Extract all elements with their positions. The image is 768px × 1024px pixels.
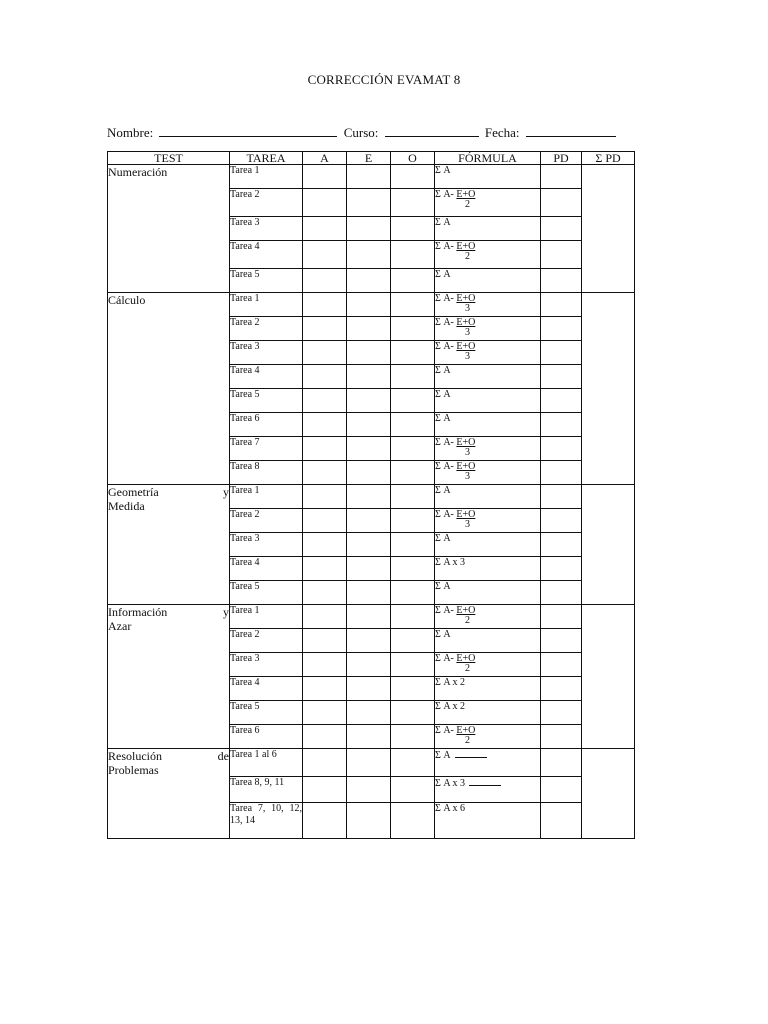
formula-text: Σ A-	[435, 605, 457, 616]
a-score-cell[interactable]	[303, 677, 347, 701]
tarea-cell	[230, 437, 303, 461]
tarea-cell	[230, 533, 303, 557]
formula-text: Σ A-	[435, 241, 457, 252]
e-score-cell[interactable]	[347, 317, 391, 341]
formula-numerator: E+O	[456, 341, 476, 352]
e-score-cell[interactable]	[347, 389, 391, 413]
col-header-a: A	[303, 152, 347, 165]
test-name-part: Información	[108, 605, 168, 619]
col-header-test: TEST	[108, 152, 230, 165]
pd-cell[interactable]	[541, 803, 582, 839]
o-score-cell[interactable]	[391, 557, 435, 581]
tarea-label: Tarea 8, 9, 11	[230, 777, 285, 788]
o-score-cell[interactable]	[391, 509, 435, 533]
tarea-label: Tarea 5	[230, 269, 260, 280]
sum-pd-cell[interactable]	[582, 293, 635, 485]
tarea-cell	[230, 189, 303, 217]
pd-cell[interactable]	[541, 165, 582, 189]
a-score-cell[interactable]	[303, 241, 347, 269]
formula-cell	[435, 269, 541, 293]
test-name-part: de	[217, 749, 229, 763]
nombre-field[interactable]	[159, 124, 337, 137]
a-score-cell[interactable]	[303, 217, 347, 241]
test-name: Numeración	[108, 165, 168, 179]
tarea-label: Tarea 5	[230, 701, 260, 712]
a-score-cell[interactable]	[303, 803, 347, 839]
pd-cell[interactable]	[541, 677, 582, 701]
sum-pd-cell[interactable]	[582, 165, 635, 293]
e-score-cell[interactable]	[347, 557, 391, 581]
tarea-label: Tarea 4	[230, 365, 260, 376]
formula-cell	[435, 341, 541, 365]
o-score-cell[interactable]	[391, 803, 435, 839]
formula-text: Σ A x 3	[435, 778, 465, 789]
o-score-cell[interactable]	[391, 461, 435, 485]
pd-cell[interactable]	[541, 241, 582, 269]
formula-cell	[435, 461, 541, 485]
a-score-cell[interactable]	[303, 341, 347, 365]
tarea-label: Tarea 4	[230, 241, 260, 252]
tarea-cell	[230, 269, 303, 293]
tarea-label: Tarea 1 al 6	[230, 749, 277, 760]
formula-text: Σ A-	[435, 189, 457, 200]
table-body	[108, 165, 635, 839]
tarea-cell	[230, 365, 303, 389]
o-score-cell[interactable]	[391, 317, 435, 341]
tarea-label: Tarea 1	[230, 605, 260, 616]
e-score-cell[interactable]	[347, 509, 391, 533]
a-score-cell[interactable]	[303, 533, 347, 557]
tarea-label: Tarea 1	[230, 165, 260, 176]
o-score-cell[interactable]	[391, 293, 435, 317]
fecha-label: Fecha:	[484, 125, 520, 140]
formula-numerator: E+O	[456, 509, 476, 520]
col-header-tarea: TAREA	[230, 152, 303, 165]
a-score-cell[interactable]	[303, 581, 347, 605]
formula-cell	[435, 509, 541, 533]
formula-cell	[435, 217, 541, 241]
tarea-label: Tarea 1	[230, 293, 260, 304]
a-score-cell[interactable]	[303, 269, 347, 293]
e-score-cell[interactable]	[347, 437, 391, 461]
e-score-cell[interactable]	[347, 749, 391, 777]
tarea-cell	[230, 341, 303, 365]
test-name-cell	[108, 165, 230, 293]
e-score-cell[interactable]	[347, 241, 391, 269]
formula-text: Σ A-	[435, 461, 457, 472]
a-score-cell[interactable]	[303, 725, 347, 749]
formula-text: Σ A	[435, 165, 451, 176]
a-score-cell[interactable]	[303, 653, 347, 677]
formula-text: Σ A x 3	[435, 557, 465, 568]
tarea-cell	[230, 413, 303, 437]
pd-cell[interactable]	[541, 629, 582, 653]
e-score-cell[interactable]	[347, 581, 391, 605]
formula-text: Σ A x 2	[435, 677, 465, 688]
formula-blank-line	[469, 777, 501, 786]
tarea-cell	[230, 557, 303, 581]
test-name-cell	[108, 485, 230, 605]
formula-cell	[435, 803, 541, 839]
tarea-cell	[230, 581, 303, 605]
a-score-cell[interactable]	[303, 389, 347, 413]
test-name-part: Azar	[108, 619, 132, 633]
formula-cell	[435, 749, 541, 777]
test-name-part: Geometría	[108, 485, 159, 499]
pd-cell[interactable]	[541, 437, 582, 461]
tarea-cell	[230, 725, 303, 749]
formula-text: Σ A x 2	[435, 701, 465, 712]
e-score-cell[interactable]	[347, 803, 391, 839]
pd-cell[interactable]	[541, 317, 582, 341]
tarea-cell	[230, 389, 303, 413]
tarea-label: Tarea 6	[230, 413, 260, 424]
e-score-cell[interactable]	[347, 217, 391, 241]
tarea-label: Tarea 5	[230, 581, 260, 592]
tarea-label: Tarea 2	[230, 189, 260, 200]
formula-text: Σ A-	[435, 293, 457, 304]
pd-cell[interactable]	[541, 509, 582, 533]
col-header-e: E	[347, 152, 391, 165]
formula-cell	[435, 485, 541, 509]
formula-numerator: E+O	[456, 653, 476, 664]
tarea-cell	[230, 749, 303, 777]
e-score-cell[interactable]	[347, 189, 391, 217]
test-name-part: Problemas	[108, 763, 159, 777]
formula-cell	[435, 165, 541, 189]
tarea-label: Tarea 3	[230, 341, 260, 352]
test-name-part: y	[223, 605, 229, 619]
e-score-cell[interactable]	[347, 461, 391, 485]
tarea-label: Tarea 7	[230, 437, 260, 448]
tarea-label: Tarea 5	[230, 389, 260, 400]
e-score-cell[interactable]	[347, 293, 391, 317]
formula-text: Σ A-	[435, 341, 457, 352]
e-score-cell[interactable]	[347, 629, 391, 653]
formula-cell	[435, 629, 541, 653]
a-score-cell[interactable]	[303, 413, 347, 437]
a-score-cell[interactable]	[303, 749, 347, 777]
a-score-cell[interactable]	[303, 293, 347, 317]
col-header-pd: PD	[541, 152, 582, 165]
o-score-cell[interactable]	[391, 777, 435, 803]
test-name-cell	[108, 293, 230, 485]
tarea-label: Tarea 4	[230, 677, 260, 688]
e-score-cell[interactable]	[347, 677, 391, 701]
formula-cell	[435, 777, 541, 803]
e-score-cell[interactable]	[347, 701, 391, 725]
formula-numerator: E+O	[456, 317, 476, 328]
sum-pd-cell[interactable]	[582, 485, 635, 605]
e-score-cell[interactable]	[347, 341, 391, 365]
formula-denominator: 2	[465, 199, 470, 210]
formula-denominator: 2	[465, 251, 470, 262]
tarea-cell	[230, 509, 303, 533]
pd-cell[interactable]	[541, 413, 582, 437]
tarea-cell	[230, 461, 303, 485]
fecha-field[interactable]	[526, 124, 616, 137]
a-score-cell[interactable]	[303, 557, 347, 581]
e-score-cell[interactable]	[347, 653, 391, 677]
tarea-label: Tarea 4	[230, 557, 260, 568]
formula-text: Σ A	[435, 269, 451, 280]
e-score-cell[interactable]	[347, 605, 391, 629]
formula-cell	[435, 653, 541, 677]
formula-text: Σ A	[435, 629, 451, 640]
tarea-label: Tarea 7, 10, 12, 13, 14	[230, 803, 302, 826]
pd-cell[interactable]	[541, 701, 582, 725]
pd-cell[interactable]	[541, 557, 582, 581]
tarea-label: Tarea 8	[230, 461, 260, 472]
a-score-cell[interactable]	[303, 701, 347, 725]
formula-cell	[435, 413, 541, 437]
curso-field[interactable]	[385, 124, 479, 137]
o-score-cell[interactable]	[391, 653, 435, 677]
tarea-label: Tarea 2	[230, 317, 260, 328]
o-score-cell[interactable]	[391, 533, 435, 557]
pd-cell[interactable]	[541, 749, 582, 777]
pd-cell[interactable]	[541, 461, 582, 485]
formula-text: Σ A-	[435, 653, 457, 664]
test-name: Cálculo	[108, 293, 146, 307]
formula-text: Σ A	[435, 533, 451, 544]
pd-cell[interactable]	[541, 217, 582, 241]
o-score-cell[interactable]	[391, 365, 435, 389]
formula-numerator: E+O	[456, 461, 476, 472]
formula-text: Σ A-	[435, 509, 457, 520]
tarea-cell	[230, 677, 303, 701]
test-name-cell	[108, 605, 230, 749]
formula-cell	[435, 241, 541, 269]
a-score-cell[interactable]	[303, 777, 347, 803]
tarea-cell	[230, 241, 303, 269]
col-header-formula: FÓRMULA	[435, 152, 541, 165]
o-score-cell[interactable]	[391, 629, 435, 653]
curso-label: Curso:	[343, 125, 379, 140]
formula-cell	[435, 701, 541, 725]
o-score-cell[interactable]	[391, 341, 435, 365]
formula-numerator: E+O	[456, 189, 476, 200]
formula-cell	[435, 317, 541, 341]
formula-numerator: E+O	[456, 437, 476, 448]
pd-cell[interactable]	[541, 293, 582, 317]
sum-pd-cell[interactable]	[582, 605, 635, 749]
a-score-cell[interactable]	[303, 165, 347, 189]
o-score-cell[interactable]	[391, 485, 435, 509]
table-row	[108, 165, 635, 189]
sum-pd-cell[interactable]	[582, 749, 635, 839]
o-score-cell[interactable]	[391, 581, 435, 605]
table-row	[108, 749, 635, 777]
tarea-cell	[230, 293, 303, 317]
formula-text: Σ A-	[435, 437, 457, 448]
tarea-cell	[230, 605, 303, 629]
formula-cell	[435, 677, 541, 701]
tarea-cell	[230, 485, 303, 509]
pd-cell[interactable]	[541, 581, 582, 605]
e-score-cell[interactable]	[347, 777, 391, 803]
formula-denominator: 3	[465, 471, 470, 482]
table-row	[108, 485, 635, 509]
e-score-cell[interactable]	[347, 269, 391, 293]
e-score-cell[interactable]	[347, 533, 391, 557]
formula-cell	[435, 725, 541, 749]
pd-cell[interactable]	[541, 605, 582, 629]
formula-denominator: 3	[465, 303, 470, 314]
tarea-label: Tarea 2	[230, 629, 260, 640]
o-score-cell[interactable]	[391, 165, 435, 189]
formula-text: Σ A	[435, 750, 451, 761]
pd-cell[interactable]	[541, 341, 582, 365]
tarea-cell	[230, 803, 303, 839]
pd-cell[interactable]	[541, 725, 582, 749]
tarea-label: Tarea 3	[230, 653, 260, 664]
pd-cell[interactable]	[541, 653, 582, 677]
o-score-cell[interactable]	[391, 725, 435, 749]
formula-numerator: E+O	[456, 241, 476, 252]
formula-text: Σ A-	[435, 725, 457, 736]
tarea-cell	[230, 701, 303, 725]
col-header-o: O	[391, 152, 435, 165]
col-header-sum-pd: Σ PD	[582, 152, 635, 165]
formula-numerator: E+O	[456, 725, 476, 736]
formula-cell	[435, 581, 541, 605]
formula-cell	[435, 389, 541, 413]
tarea-cell	[230, 629, 303, 653]
correction-table	[107, 151, 635, 839]
student-header	[107, 124, 619, 141]
formula-denominator: 2	[465, 735, 470, 746]
a-score-cell[interactable]	[303, 365, 347, 389]
a-score-cell[interactable]	[303, 629, 347, 653]
formula-blank-line	[455, 749, 487, 758]
formula-cell	[435, 293, 541, 317]
page-title: CORRECCIÓN EVAMAT 8	[307, 72, 461, 87]
formula-text: Σ A-	[435, 317, 457, 328]
o-score-cell[interactable]	[391, 437, 435, 461]
formula-text: Σ A	[435, 485, 451, 496]
table-header-row	[108, 152, 635, 165]
formula-denominator: 3	[465, 327, 470, 338]
o-score-cell[interactable]	[391, 241, 435, 269]
formula-cell	[435, 189, 541, 217]
o-score-cell[interactable]	[391, 677, 435, 701]
e-score-cell[interactable]	[347, 165, 391, 189]
formula-denominator: 3	[465, 351, 470, 362]
test-name-cell	[108, 749, 230, 839]
a-score-cell[interactable]	[303, 605, 347, 629]
formula-denominator: 2	[465, 663, 470, 674]
formula-denominator: 3	[465, 519, 470, 530]
formula-text: Σ A	[435, 389, 451, 400]
tarea-label: Tarea 1	[230, 485, 260, 496]
o-score-cell[interactable]	[391, 605, 435, 629]
e-score-cell[interactable]	[347, 413, 391, 437]
a-score-cell[interactable]	[303, 317, 347, 341]
tarea-cell	[230, 217, 303, 241]
test-name-part: Medida	[108, 499, 145, 513]
pd-cell[interactable]	[541, 485, 582, 509]
formula-cell	[435, 605, 541, 629]
tarea-cell	[230, 165, 303, 189]
tarea-cell	[230, 317, 303, 341]
formula-cell	[435, 365, 541, 389]
table-row	[108, 605, 635, 629]
a-score-cell[interactable]	[303, 509, 347, 533]
o-score-cell[interactable]	[391, 701, 435, 725]
formula-text: Σ A	[435, 581, 451, 592]
a-score-cell[interactable]	[303, 461, 347, 485]
o-score-cell[interactable]	[391, 749, 435, 777]
formula-cell	[435, 533, 541, 557]
tarea-label: Tarea 3	[230, 217, 260, 228]
test-name-part: y	[223, 485, 229, 499]
e-score-cell[interactable]	[347, 365, 391, 389]
e-score-cell[interactable]	[347, 485, 391, 509]
formula-cell	[435, 437, 541, 461]
formula-text: Σ A	[435, 217, 451, 228]
test-name-part: Resolución	[108, 749, 162, 763]
formula-denominator: 2	[465, 615, 470, 626]
pd-cell[interactable]	[541, 189, 582, 217]
o-score-cell[interactable]	[391, 189, 435, 217]
pd-cell[interactable]	[541, 777, 582, 803]
a-score-cell[interactable]	[303, 437, 347, 461]
o-score-cell[interactable]	[391, 269, 435, 293]
formula-text: Σ A x 6	[435, 803, 465, 814]
tarea-cell	[230, 653, 303, 677]
formula-text: Σ A	[435, 413, 451, 424]
tarea-cell	[230, 777, 303, 803]
tarea-label: Tarea 2	[230, 509, 260, 520]
a-score-cell[interactable]	[303, 485, 347, 509]
o-score-cell[interactable]	[391, 413, 435, 437]
table-row	[108, 293, 635, 317]
o-score-cell[interactable]	[391, 389, 435, 413]
formula-numerator: E+O	[456, 605, 476, 616]
pd-cell[interactable]	[541, 533, 582, 557]
tarea-label: Tarea 6	[230, 725, 260, 736]
tarea-label: Tarea 3	[230, 533, 260, 544]
formula-cell	[435, 557, 541, 581]
e-score-cell[interactable]	[347, 725, 391, 749]
formula-denominator: 3	[465, 447, 470, 458]
nombre-label: Nombre:	[107, 125, 154, 140]
pd-cell[interactable]	[541, 269, 582, 293]
pd-cell[interactable]	[541, 365, 582, 389]
pd-cell[interactable]	[541, 389, 582, 413]
o-score-cell[interactable]	[391, 217, 435, 241]
formula-text: Σ A	[435, 365, 451, 376]
formula-numerator: E+O	[456, 293, 476, 304]
a-score-cell[interactable]	[303, 189, 347, 217]
